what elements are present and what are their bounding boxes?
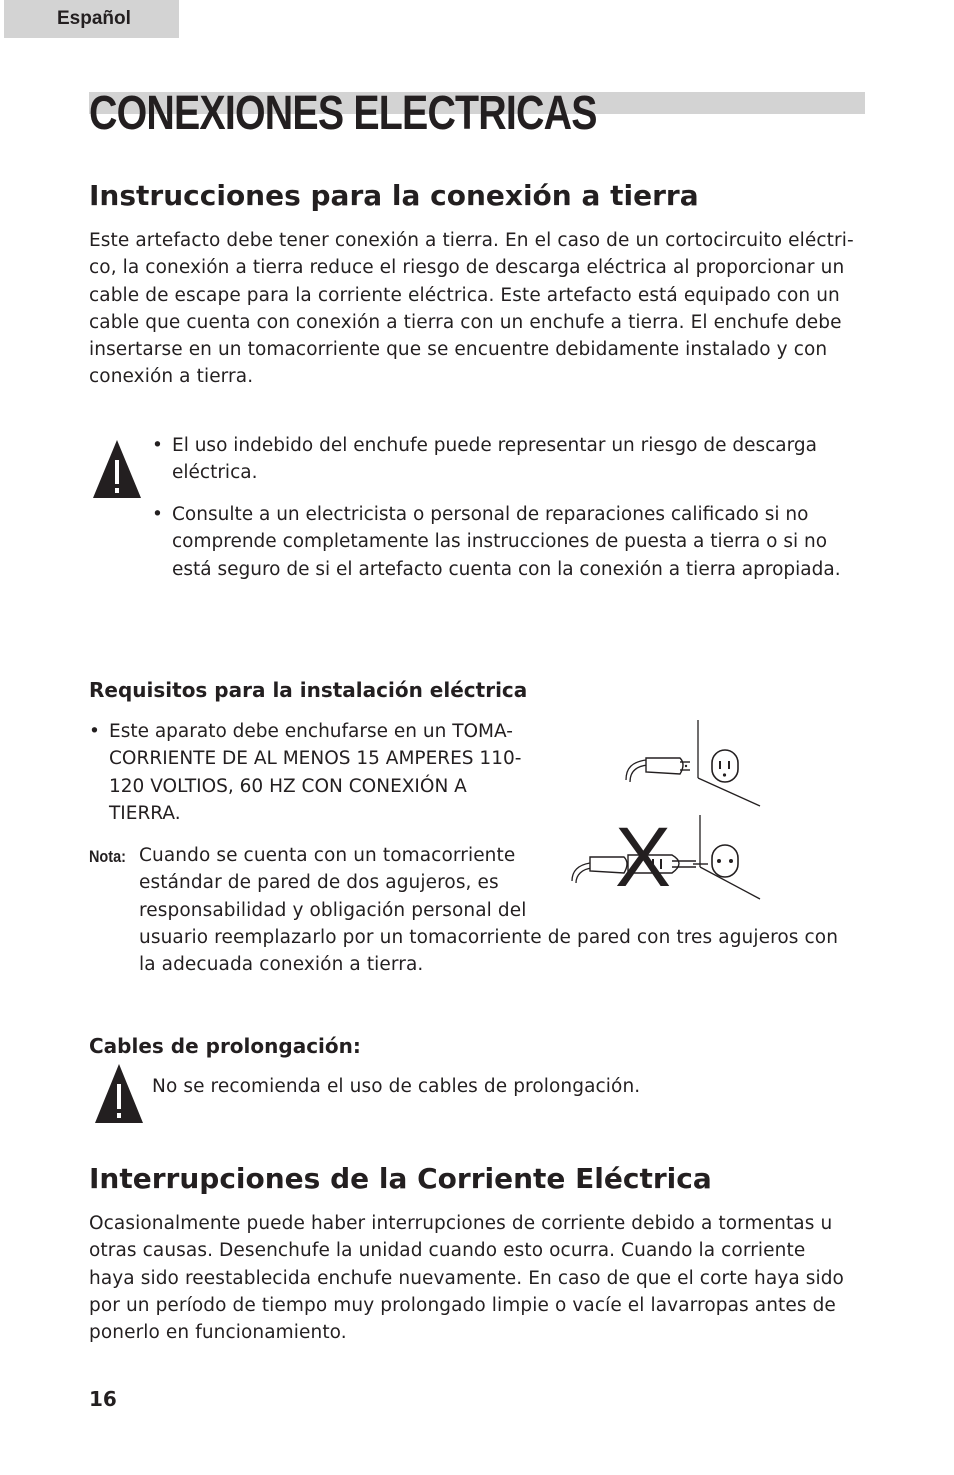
text-line: eléctrica. [172, 462, 258, 484]
extension-text: No se recomienda el uso de cables de prolongación. [152, 1076, 641, 1097]
text-line: comprende completamente las instrucciones de puesta a tierra o si no [172, 531, 828, 553]
text-line: Este artefacto debe tener conexión a tierra. En el caso de un cortocircuito eléctri- [89, 230, 854, 251]
text-line: está seguro de si el artefacto cuenta con la conexión a tierra apropiada. [172, 558, 841, 580]
warning-text [172, 501, 872, 583]
language-tab: Español [4, 0, 179, 38]
requirements-list-item [89, 718, 559, 830]
interruptions-paragraph [89, 1210, 879, 1346]
grounding-heading: Instrucciones para la conexión a tierra [89, 179, 699, 212]
incorrect-mark: X [615, 810, 672, 904]
text-line: conexión a tierra. [89, 366, 254, 388]
text-line: usuario reemplazarlo por un tomacorriente de pared con tres agujeros con [139, 926, 839, 948]
text-line: cable que cuenta con conexión a tierra con un enchufe a tierra. El enchufe debe [89, 311, 842, 333]
text-line: por un período de tiempo muy prolongado limpie o vacíe el lavarropas antes de [89, 1294, 836, 1316]
text-line: Cuando se cuenta con un tomacorriente [139, 845, 516, 866]
text-line: insertarse en un tomacorriente que se encuentre debidamente instalado y con [89, 339, 828, 361]
warning-text [172, 432, 872, 487]
text-line: Ocasionalmente puede haber interrupciones de corriente debido a tormentas u [89, 1213, 833, 1234]
text-line: 120 VOLTIOS, 60 HZ CON CONEXIÓN A [109, 775, 467, 797]
page-title: CONEXIONES ELECTRICAS [89, 87, 597, 140]
requirements-heading: Requisitos para la instalación eléctrica [89, 678, 528, 702]
warning-triangle-icon [95, 1064, 143, 1123]
bullet-dot: • [152, 435, 163, 456]
bullet-dot: • [152, 504, 163, 525]
text-line: Este aparato debe enchufarse en un TOMA- [109, 721, 513, 742]
text-line: responsabilidad y obligación personal del [139, 899, 527, 921]
text-line: cable de escape para la corriente eléctrica. Este artefacto está equipado con un [89, 284, 840, 306]
text-line: CORRIENTE DE AL MENOS 15 AMPERES 110- [109, 748, 522, 770]
note-label: Nota: [89, 847, 126, 866]
text-line: haya sido reestablecida enchufe nuevamente. En caso de que el corte haya sido [89, 1267, 844, 1289]
bullet-dot: • [89, 721, 100, 742]
requirements-text [109, 718, 559, 827]
extension-heading: Cables de prolongación: [89, 1034, 361, 1058]
interruptions-heading: Interrupciones de la Corriente Eléctrica [89, 1162, 712, 1195]
text-line: Consulte a un electricista o personal de reparaciones calificado si no [172, 504, 809, 525]
page-number: 16 [89, 1387, 117, 1411]
text-line: TIERRA. [109, 802, 181, 824]
text-line: estándar de pared de dos agujeros, es [139, 872, 499, 894]
text-line: El uso indebido del enchufe puede representar un riesgo de descarga [172, 435, 817, 456]
text-line: la adecuada conexión a tierra. [139, 954, 424, 976]
grounding-paragraph [89, 227, 879, 391]
warning-list-item [152, 432, 872, 492]
warning-triangle-icon [93, 440, 141, 498]
three-prong-outlet-illustration [620, 720, 765, 810]
text-line: ponerlo en funcionamiento. [89, 1322, 347, 1344]
text-line: co, la conexión a tierra reduce el riesgo de descarga eléctrica al proporcionar un [89, 257, 845, 279]
text-line: otras causas. Desenchufe la unidad cuando esto ocurra. Cuando la corriente [89, 1240, 806, 1262]
warning-list-item [152, 501, 872, 586]
